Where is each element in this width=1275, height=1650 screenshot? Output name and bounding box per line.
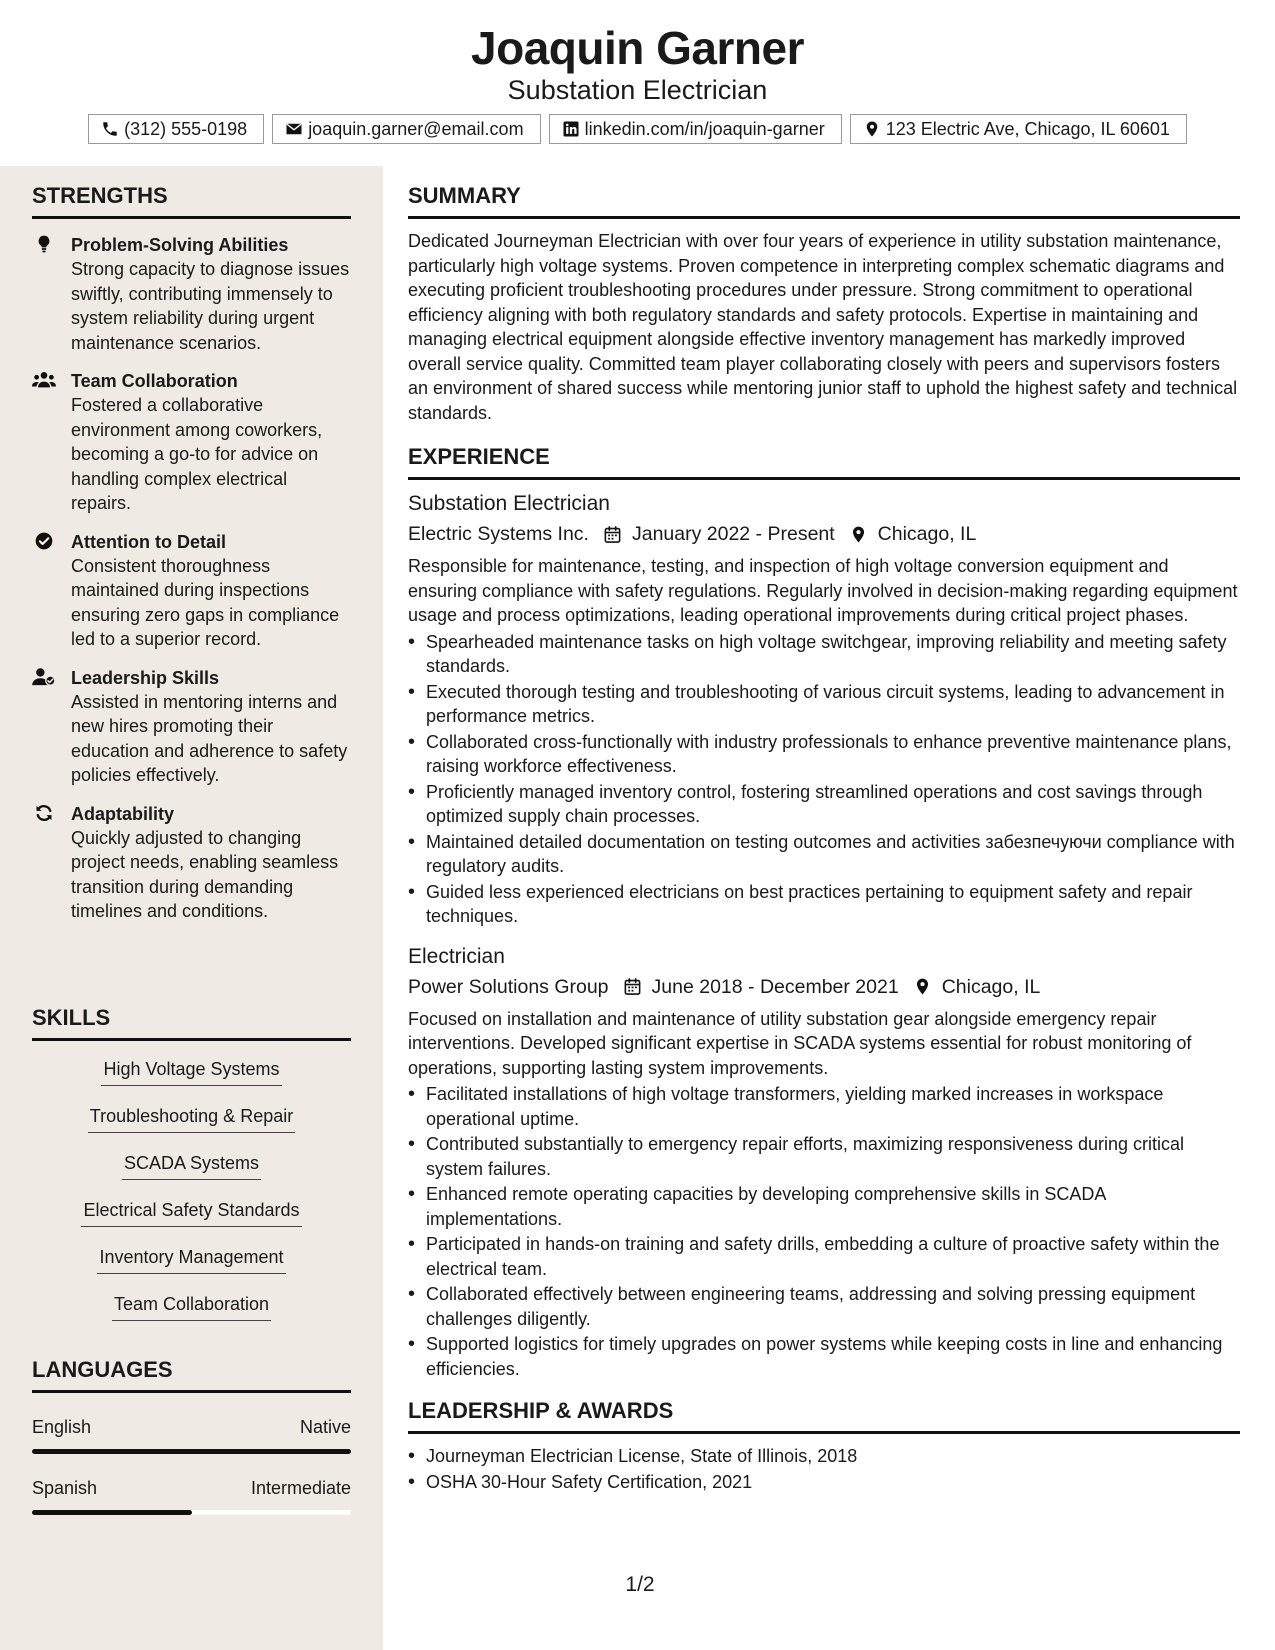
strength-item [32, 802, 351, 924]
check-circle-icon [32, 531, 56, 551]
user-check-icon [32, 667, 56, 687]
awards-section [408, 1397, 1240, 1494]
job-bullet: • Contributed substantially to emergency repair efforts, maximizing responsiveness during critical system failures. [408, 1132, 1240, 1181]
languages-section [32, 1356, 351, 1515]
language-item [32, 1476, 351, 1515]
awards-list [408, 1444, 1240, 1494]
job-entry [408, 943, 1240, 1382]
skill-tag: Team Collaboration [112, 1290, 271, 1321]
strength-desc: Strong capacity to diagnose issues swiftly, contributing immensely to system reliability during urgent maintenance scenarios. [71, 259, 350, 353]
calendar-icon [623, 977, 642, 996]
job-entry [408, 490, 1240, 929]
experience-section [408, 443, 1240, 1381]
contact-address[interactable] [850, 114, 1187, 144]
map-pin-icon [863, 120, 881, 138]
job-location: Chicago, IL [941, 975, 1041, 998]
job-bullet: • Collaborated cross-functionally with industry professionals to enhance preventive maintenance plans, raising workforce effectiveness. [408, 730, 1240, 779]
strength-item [32, 666, 351, 788]
job-bullet: • Supported logistics for timely upgrades on power systems while keeping costs in line and enhancing efficiencies. [408, 1332, 1240, 1381]
language-proficiency-bar [32, 1449, 351, 1454]
language-proficiency-fill [32, 1510, 192, 1515]
language-name: Spanish [32, 1478, 98, 1498]
skills-section [32, 1004, 351, 1337]
strength-desc: Consistent thoroughness maintained during inspections ensuring zero gaps in compliance led to a superior record. [71, 555, 340, 649]
contact-phone[interactable] [88, 114, 264, 144]
award-item: • Journeyman Electrician License, State of Illinois, 2018 [408, 1444, 1240, 1469]
page-number: 1/2 [625, 1573, 655, 1596]
strength-desc: Assisted in mentoring interns and new hires promoting their education and adherence to safety policies effectively. [71, 691, 348, 785]
calendar-icon [603, 525, 622, 544]
job-bullet: • Enhanced remote operating capacities by developing comprehensive skills in SCADA implementations. [408, 1182, 1240, 1231]
job-meta [408, 973, 1240, 1001]
skill-tag: High Voltage Systems [101, 1055, 281, 1086]
job-description: Responsible for maintenance, testing, and inspection of high voltage conversion equipment and ensuring compliance with safety regulations. Regularly involved in decision-making regarding equipment usage and process optimizations, leading operational improvements during critical project phases. [408, 556, 1238, 625]
job-dates: June 2018 - December 2021 [651, 975, 899, 998]
contact-bar [0, 114, 1275, 144]
summary-section [408, 182, 1240, 425]
language-level: Native [299, 1417, 351, 1437]
job-meta [408, 520, 1240, 548]
candidate-name: Joaquin Garner [471, 22, 804, 74]
strength-title: Leadership Skills [71, 667, 220, 688]
language-proficiency-bar [32, 1510, 351, 1515]
map-pin-icon [913, 977, 932, 996]
skill-tag: Electrical Safety Standards [81, 1196, 301, 1227]
strength-title: Attention to Detail [71, 531, 226, 552]
strengths-section [32, 182, 351, 924]
job-bullet: • Participated in hands-on training and safety drills, embedding a culture of proactive safety within the electrical team. [408, 1232, 1240, 1281]
job-bullet: • Spearheaded maintenance tasks on high voltage switchgear, improving reliability and meeting safety standards. [408, 630, 1240, 679]
envelope-icon [285, 120, 303, 138]
job-bullet: • Guided less experienced electricians on best practices pertaining to equipment safety and repair techniques. [408, 880, 1240, 929]
award-item: • OSHA 30-Hour Safety Certification, 2021 [408, 1470, 1240, 1495]
sync-icon [32, 803, 56, 823]
job-bullet: • Facilitated installations of high voltage transformers, yielding marked increases in workspace operational uptime. [408, 1082, 1240, 1131]
contact-email[interactable] [272, 114, 540, 144]
strength-item [32, 233, 351, 355]
strength-desc: Fostered a collaborative environment among coworkers, becoming a go-to for advice on handling complex electrical repairs. [71, 395, 323, 513]
linkedin-icon [562, 120, 580, 138]
job-dates: January 2022 - Present [631, 523, 835, 545]
candidate-title: Substation Electrician [507, 75, 768, 105]
strength-desc: Quickly adjusted to changing project needs, enabling seamless transition during demanding timelines and conditions. [71, 827, 339, 921]
lightbulb-icon [32, 234, 56, 254]
job-bullets [408, 630, 1240, 929]
skill-tag: SCADA Systems [122, 1149, 261, 1180]
job-bullets [408, 1082, 1240, 1381]
job-company: Power Solutions Group [408, 975, 609, 998]
contact-linkedin-text: linkedin.com/in/joaquin-garner [584, 118, 825, 139]
strength-title: Team Collaboration [71, 371, 238, 391]
main-content [408, 182, 1240, 1495]
resume-header [0, 0, 1275, 160]
contact-address-text: 123 Electric Ave, Chicago, IL 60601 [885, 118, 1170, 139]
job-location: Chicago, IL [877, 523, 977, 545]
strength-item [32, 369, 351, 516]
phone-icon [101, 120, 119, 138]
job-title: Electrician [408, 944, 505, 968]
contact-linkedin[interactable] [549, 114, 842, 144]
summary-text: Dedicated Journeyman Electrician with over four years of experience in utility substation maintenance, particularly high voltage systems. Proven competence in interpreting complex schematic diagrams and executing proficient troubleshooting procedures under pressure. Strong commitment to operational efficiency aligning with both regulatory standards and safety protocols. Expertise in maintaining and managing electrical equipment alongside effective inventory management has markedly improved overall service quality. Committed team player collaborating closely with peers and supervisors fosters an environment of shared success while mentoring junior staff to uphold the highest safety and technical standards. [408, 231, 1238, 423]
contact-phone-text: (312) 555-0198 [124, 118, 248, 139]
language-level: Intermediate [250, 1478, 351, 1498]
strength-item [32, 530, 351, 652]
strengths-heading: STRENGTHS [32, 182, 351, 219]
languages-heading: LANGUAGES [32, 1356, 351, 1393]
job-bullet: • Maintained detailed documentation on testing outcomes and activities забезпечуючи compliance with regulatory audits. [408, 830, 1240, 879]
skills-list [32, 1055, 351, 1337]
strength-title: Problem-Solving Abilities [71, 235, 289, 255]
job-description: Focused on installation and maintenance of utility substation gear alongside emergency repair interventions. Developed significant expertise in SCADA systems essential for robust monitoring of operations, supporting lasting system improvements. [408, 1008, 1192, 1078]
job-bullet: • Proficiently managed inventory control, fostering streamlined operations and cost savings through optimized supply chain processes. [408, 780, 1240, 829]
language-name: English [32, 1417, 92, 1437]
users-icon [32, 370, 56, 390]
job-company: Electric Systems Inc. [408, 523, 589, 545]
experience-heading: EXPERIENCE [408, 443, 1240, 480]
job-title: Substation Electrician [408, 492, 610, 515]
summary-heading: SUMMARY [408, 182, 1240, 219]
language-item [32, 1415, 351, 1454]
skill-tag: Troubleshooting & Repair [88, 1102, 295, 1133]
skill-tag: Inventory Management [97, 1243, 285, 1274]
job-bullet: • Executed thorough testing and troubleshooting of various circuit systems, leading to advancement in performance metrics. [408, 680, 1240, 729]
awards-heading: LEADERSHIP & AWARDS [408, 1397, 1240, 1434]
map-pin-icon [849, 525, 868, 544]
contact-email-text: joaquin.garner@email.com [308, 118, 524, 139]
sidebar [0, 166, 383, 1650]
language-proficiency-fill [32, 1449, 351, 1454]
skills-heading: SKILLS [32, 1004, 351, 1041]
job-bullet: • Collaborated effectively between engineering teams, addressing and solving pressing equipment challenges diligently. [408, 1282, 1240, 1331]
strength-title: Adaptability [71, 803, 175, 824]
